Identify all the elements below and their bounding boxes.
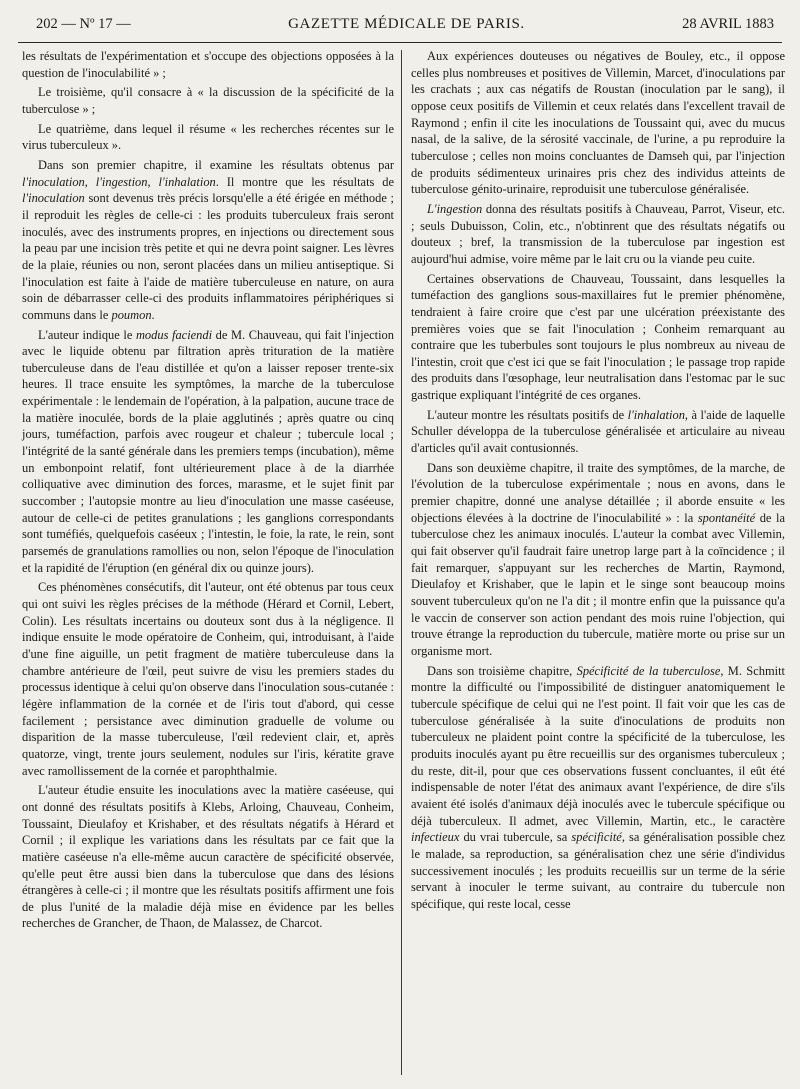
paragraph-text: L'auteur indique le <box>38 327 136 342</box>
italic-text: l'inoculation <box>22 174 85 189</box>
paragraph-text: . Il montre que les résultats de <box>215 174 394 189</box>
paragraph-text: les résultats de l'expérimentation et s'occupe des objections opposées à la question de l'inoculabilité » ; <box>22 49 394 80</box>
paragraph <box>22 782 394 932</box>
paragraph <box>22 121 394 154</box>
italic-text: l'inoculation <box>22 191 85 206</box>
paragraph-text: L'auteur montre les résultats positifs de <box>427 407 628 422</box>
paragraph-text: donna des résultats positifs à Chauveau, Parrot, Viseur, etc. ; seuls Dubuisson, Colin, etc., n'obtinrent que des résultats négatifs ou douteux ; bref, la transmission de la tuberculose par ingestion est aujourd'hui admise, voire même par le lait cru ou la viande peu cuite. <box>411 201 785 266</box>
paragraph-text: , <box>147 174 159 189</box>
paragraph-text: , à l'aide de laquelle Schuller développa de la tuberculose généralisée et articulaire au niveau d'articles qu'il avait contusionnés. <box>411 407 785 456</box>
paragraph-text: Dans son troisième chapitre, <box>427 663 577 678</box>
italic-text: l'ingestion <box>95 174 148 189</box>
paragraph-text: de la tuberculose chez les animaux inoculés. L'auteur la combat avec Villemin, qui fait observer qu'il faudrait faire unetrop large part à la coïncidence ; il fait remarquer, s'appuyant sur les recherches de Martin, Raymond, Dieulafoy et Krishaber, que le lapin et le singe sont beaucoup moins souvent tuberculeux qu'on ne l'a dit ; il montre enfin que la puissance qu'a le vaccin de conserver son action pendant des mois ruine l'objection, qui trouve étrange la reproduction du tubercule, matière morte ou prise sur un organisme mort. <box>411 510 785 658</box>
paragraph-text: , sa généralisation possible chez le malade, sa reproduction, sa généralisation chez une série d'individus successivement inoculés ; les produits recueillis sur un terme de la série servant à inoculer le terme suivant, au contraire du tubercule non spécifique, qui reste local, cesse <box>411 830 786 911</box>
italic-text: modus faciendi <box>135 327 213 342</box>
paragraph <box>411 407 785 457</box>
paragraph-text: Dans son premier chapitre, il examine les résultats obtenus par <box>38 157 394 172</box>
italic-text: l'inhalation <box>158 174 216 189</box>
italic-text: Spécificité de la tuberculose <box>576 663 721 678</box>
issue-date: 28 AVRIL 1883 <box>682 16 774 32</box>
paragraph-text: L'auteur étudie ensuite les inoculations avec la matière caséeuse, qui ont donné des résultats positifs à Klebs, Arloing, Chauveau, Conheim, Toussaint, Dieulafoy et Krishaber, et des résultats négatifs à Hérard et Cornil ; il explique les variations dans les résultats par ce fait que la matière caséeuse n'a elle-même aucun caractère de spécificité observée, qu'elle peut être aussi bien dans la tuberculose que dans des lésions étrangères à celle-ci ; il montre que les résultats positifs affirment une fois de plus l'unité de la maladie déjà mise en évidence par les belles recherches de Grancher, de Thaon, de Malassez, de Charcot. <box>22 783 394 931</box>
paragraph-text: Certaines observations de Chauveau, Toussaint, dans lesquelles la tuméfaction des ganglions sous-maxillaires fut le premier phénomène, tendraient à faire croire que c'est par une ulcération préexistante des premières voies que se fait l'inoculation ; Conheim remarquant au contraire que les tuberbules sont toujours le plus nombreux au niveau de l'intestin, croit que c'est ici que se fait l'inoculation ; le passage trop rapide des produits dans l'œsophage, leur neutralisation dans l'estomac par le suc gastrique expliquant l'intégrité de ces organes. <box>411 271 785 403</box>
paragraph <box>22 48 394 81</box>
paragraph <box>22 157 394 324</box>
paragraph <box>22 327 394 577</box>
italic-text: L'ingestion <box>427 201 483 216</box>
italic-text: spécificité <box>571 830 622 845</box>
italic-text: l'inhalation <box>627 407 685 422</box>
header-rule <box>18 42 782 43</box>
italic-text: infectieux <box>411 830 460 845</box>
paragraph-text: Le quatrième, dans lequel il résume « les recherches récentes sur le virus tuberculeux ». <box>22 121 394 153</box>
paragraph <box>411 663 785 913</box>
left-column <box>22 48 394 935</box>
paragraph-text: sont devenus très précis lorsqu'elle a été érigée en méthode ; il reproduit les règles de celle-ci : les produits tuberculeux frais seront inoculés, avec des instruments propres, en injections ou directement sous la peau par une incision très petite et qui ne devra point saigner. Les lèvres de la plaie, réunies ou non, seront placées dans un milieu antiseptique. Si l'inoculation est faite à l'aide de matière tuberculeuse en nature, on aura soin de débarrasser celle-ci des produits inflammatoires périphériques si communs dans le <box>22 191 394 322</box>
paragraph-text: , M. Schmitt montre la difficulté ou l'impossibilité de distinguer anatomiquement le tubercule spécifique de celui qui ne l'est point. Il fait voir que les cas de tuberculose généralisée à la suite d'inoculations de produits non tuberculeux ne plaident point contre la spécificité de la tuberculose, les produits inoculés ayant pu être recueillis sur des organismes tuberculeux ; du reste, dit-il, pour que ces observations fussent concluantes, il eût été indispensable de noter l'état des animaux avant l'expérience, de dire s'ils avaient été isolés d'animaux déjà inoculés avec le tubercule spécifique ou déjà tuberculeux. Il admet, avec Villemin, Martin, etc., le caractère <box>411 663 785 828</box>
paragraph <box>22 84 394 117</box>
journal-title: GAZETTE MÉDICALE DE PARIS. <box>288 16 525 32</box>
paragraph <box>411 271 785 404</box>
paragraph-text: , <box>84 174 96 189</box>
paragraph-text: Le troisième, qu'il consacre à « la discussion de la spécificité de la tuberculose » ; <box>22 85 394 116</box>
paragraph <box>411 460 785 660</box>
paragraph-text: Dans son deuxième chapitre, il traite des symptômes, de la marche, de l'évolution de la tuberculose expérimentale ; nous en avons, dans le premier chapitre, donné une analyse détaillée ; il aborde ensuite « les objections élevées à la doctrine de l'inoculabilité » : la <box>411 460 785 525</box>
paragraph-text: . <box>151 307 155 322</box>
paragraph <box>411 48 785 198</box>
page-header <box>36 16 774 40</box>
right-column <box>411 48 785 915</box>
paragraph-text: Aux expériences douteuses ou négatives de Bouley, etc., il oppose celles plus nombreuses et positives de Villemin, Marcet, d'inoculations par les crachats ; aux cas négatifs de Roustan (inoculation par le sang), il oppose ceux positifs de Villemin et ceux relatés dans l'excellent travail de Raymond ; enfin il cite les inoculations de Toussaint qui, avec du mucus nasal, de la salive, de la sérosité vaccinale, de l'urine, a pu reproduire la tuberculose ; celles non moins concluantes de Damseh qui, par l'injection de produits sédimenteux urinaires pris chez des individus atteints de tuberculose génito-urinaire, reproduisit une tuberculose généralisée. <box>411 49 785 197</box>
italic-text: spontanéité <box>697 510 756 525</box>
italic-text: poumon <box>111 307 152 322</box>
column-divider <box>401 50 402 1075</box>
page-number: 202 — Nº 17 — <box>36 16 131 32</box>
paragraph-text: de M. Chauveau, qui fait l'injection avec le liquide obtenu par filtration après trituration de la matière tuberculeuse dans de l'eau distillée et qu'on a laisser reposer trente-six heures. Il trace ensuite les symptômes, la marche de la tuberculose expérimentale : le lendemain de l'opération, à la palpation, aucune trace de la matière inoculée, bords de la plaie agglutinés ; après quatre ou cinq jours, tuméfaction, parfois avec rougeur et chaleur ; tubercule local ; l'intégrité de la santé générale dans les premiers temps (incubation), même un embonpoint relatif, font ultérieurement place à de la diarrhée colliquative avec diminution des forces, marasme, et le sujet finit par succomber ; l'autopsie montre au lieu d'inoculation une masse caséeuse, autour de celle-ci de petites granulations ; les ganglions correspondants sont tuméfiés, quelquefois caséeux ; l'intestin, le foie, la rate, le rein, sont parsemés de granulations ramollies ou non, selon l'époque de l'inoculation et la rapidité de l'éruption (en général dix ou quinze jours). <box>22 327 394 575</box>
paragraph-text: Ces phénomènes consécutifs, dit l'auteur, ont été obtenus par tous ceux qui ont suivi les règles précises de la méthode (Hérard et Cornil, Lebert, Colin). Les résultats incertains ou douteux sont dus à la négligence. Il indique ensuite le mode opératoire de Conheim, qui, introduisant, à l'aide d'une fine aiguille, un petit fragment de matière tuberculeuse dans la chambre antérieure de l'œil, peut suivre de visu les premiers stades du processus identique à celui qu'on observe dans l'inoculation sous-cutanée : légère inflammation de la cornée et de l'iris tout d'abord, qui cesse facilement ; persistance avec diminution graduelle de volume ou disparition de la masse tuberculeuse, l'œil redevient clair, et, après quatorze, vingt, trente jours seulement, nodules sur l'iris, kératite grave avec ramollissement de la cornée et parophthalmie. <box>22 580 394 778</box>
paragraph <box>22 579 394 779</box>
paragraph-text: du vrai tubercule, sa <box>459 830 572 845</box>
paragraph <box>411 201 785 268</box>
